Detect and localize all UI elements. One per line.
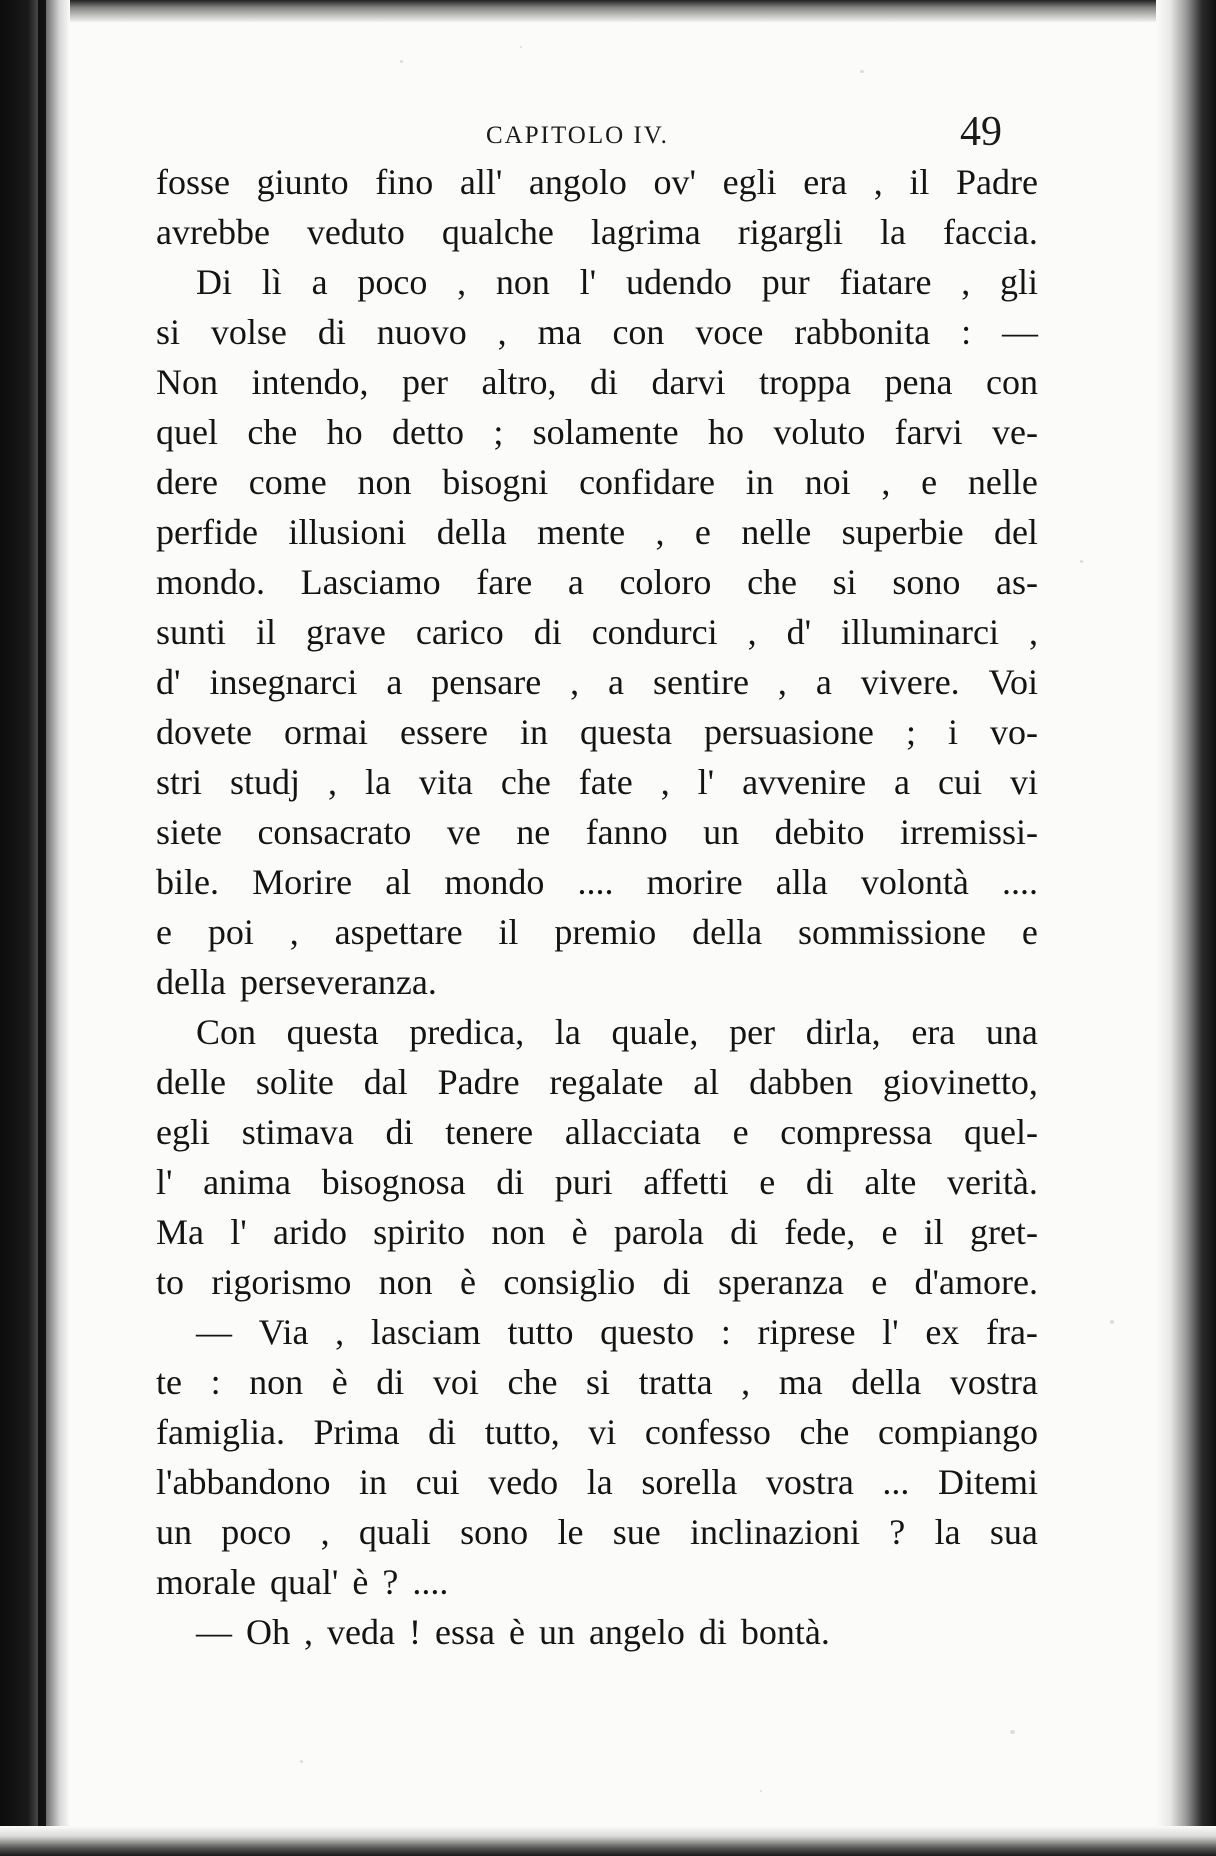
text-line: dere come non bisogni confidare in noi , e nelle (156, 462, 1038, 502)
text-line: si volse di nuovo , ma con voce rabbonita : — (156, 312, 1038, 352)
scan-speckle (1010, 1730, 1015, 1734)
text-line: stri studj , la vita che fate , l' avvenire a cui vi (156, 762, 1038, 802)
text-line: te : non è di voi che si tratta , ma della vostra (156, 1362, 1038, 1402)
scan-speckle (860, 70, 864, 73)
text-line: Ma l' arido spirito non è parola di fede, e il gret- (156, 1212, 1038, 1252)
text-line: l'abbandono in cui vedo la sorella vostra ... Ditemi (156, 1462, 1038, 1502)
text-line: della perseveranza. (156, 962, 437, 1002)
page-right-edge (1156, 0, 1216, 1856)
text-line: siete consacrato ve ne fanno un debito irremissi- (156, 812, 1038, 852)
text-line: un poco , quali sono le sue inclinazioni ? la sua (156, 1512, 1038, 1552)
binding-shadow (38, 0, 46, 1856)
scan-speckle (300, 1760, 303, 1763)
text-line: l' anima bisognosa di puri affetti e di alte verità. (156, 1162, 1038, 1202)
text-line: — Oh , veda ! essa è un angelo di bontà. (196, 1612, 830, 1652)
text-line: mondo. Lasciamo fare a coloro che si sono as- (156, 562, 1038, 602)
scan-speckle (400, 60, 403, 63)
body-text (156, 157, 1038, 1657)
text-line: bile. Morire al mondo .... morire alla volontà .... (156, 862, 1038, 902)
text-line: fosse giunto fino all' angolo ov' egli era , il Padre (156, 162, 1038, 202)
text-line: egli stimava di tenere allacciata e compressa quel- (156, 1112, 1038, 1152)
text-line: Non intendo, per altro, di darvi troppa pena con (156, 362, 1038, 402)
page-header (156, 108, 1038, 158)
text-line: famiglia. Prima di tutto, vi confesso che compiango (156, 1412, 1038, 1452)
text-line: d' insegnarci a pensare , a sentire , a vivere. Voi (156, 662, 1038, 702)
text-line: quel che ho detto ; solamente ho voluto farvi ve- (156, 412, 1038, 452)
scan-speckle (760, 1790, 762, 1792)
page-bottom-edge (0, 1826, 1216, 1856)
text-line: to rigorismo non è consiglio di speranza e d'amore. (156, 1262, 1038, 1302)
running-head: CAPITOLO IV. (486, 122, 669, 149)
text-line: sunti il grave carico di condurci , d' illuminarci , (156, 612, 1038, 652)
text-line: Di lì a poco , non l' udendo pur fiatare , gli (196, 262, 1038, 302)
scan-speckle (1080, 560, 1083, 563)
text-line: dovete ormai essere in questa persuasione ; i vo- (156, 712, 1038, 752)
text-line: delle solite dal Padre regalate al dabben giovinetto, (156, 1062, 1038, 1102)
text-line: e poi , aspettare il premio della sommissione e (156, 912, 1038, 952)
text-line: — Via , lasciam tutto questo : riprese l' ex fra- (196, 1312, 1038, 1352)
text-line: perfide illusioni della mente , e nelle superbie del (156, 512, 1038, 552)
scan-speckle (1110, 1320, 1114, 1324)
scan-speckle (520, 46, 522, 48)
text-line: avrebbe veduto qualche lagrima rigargli la faccia. (156, 212, 1038, 252)
page-number: 49 (960, 109, 1002, 155)
book-binding-edge (0, 0, 70, 1856)
page-top-edge (0, 0, 1216, 22)
text-line: morale qual' è ? .... (156, 1562, 449, 1602)
text-line: Con questa predica, la quale, per dirla, era una (196, 1012, 1038, 1052)
